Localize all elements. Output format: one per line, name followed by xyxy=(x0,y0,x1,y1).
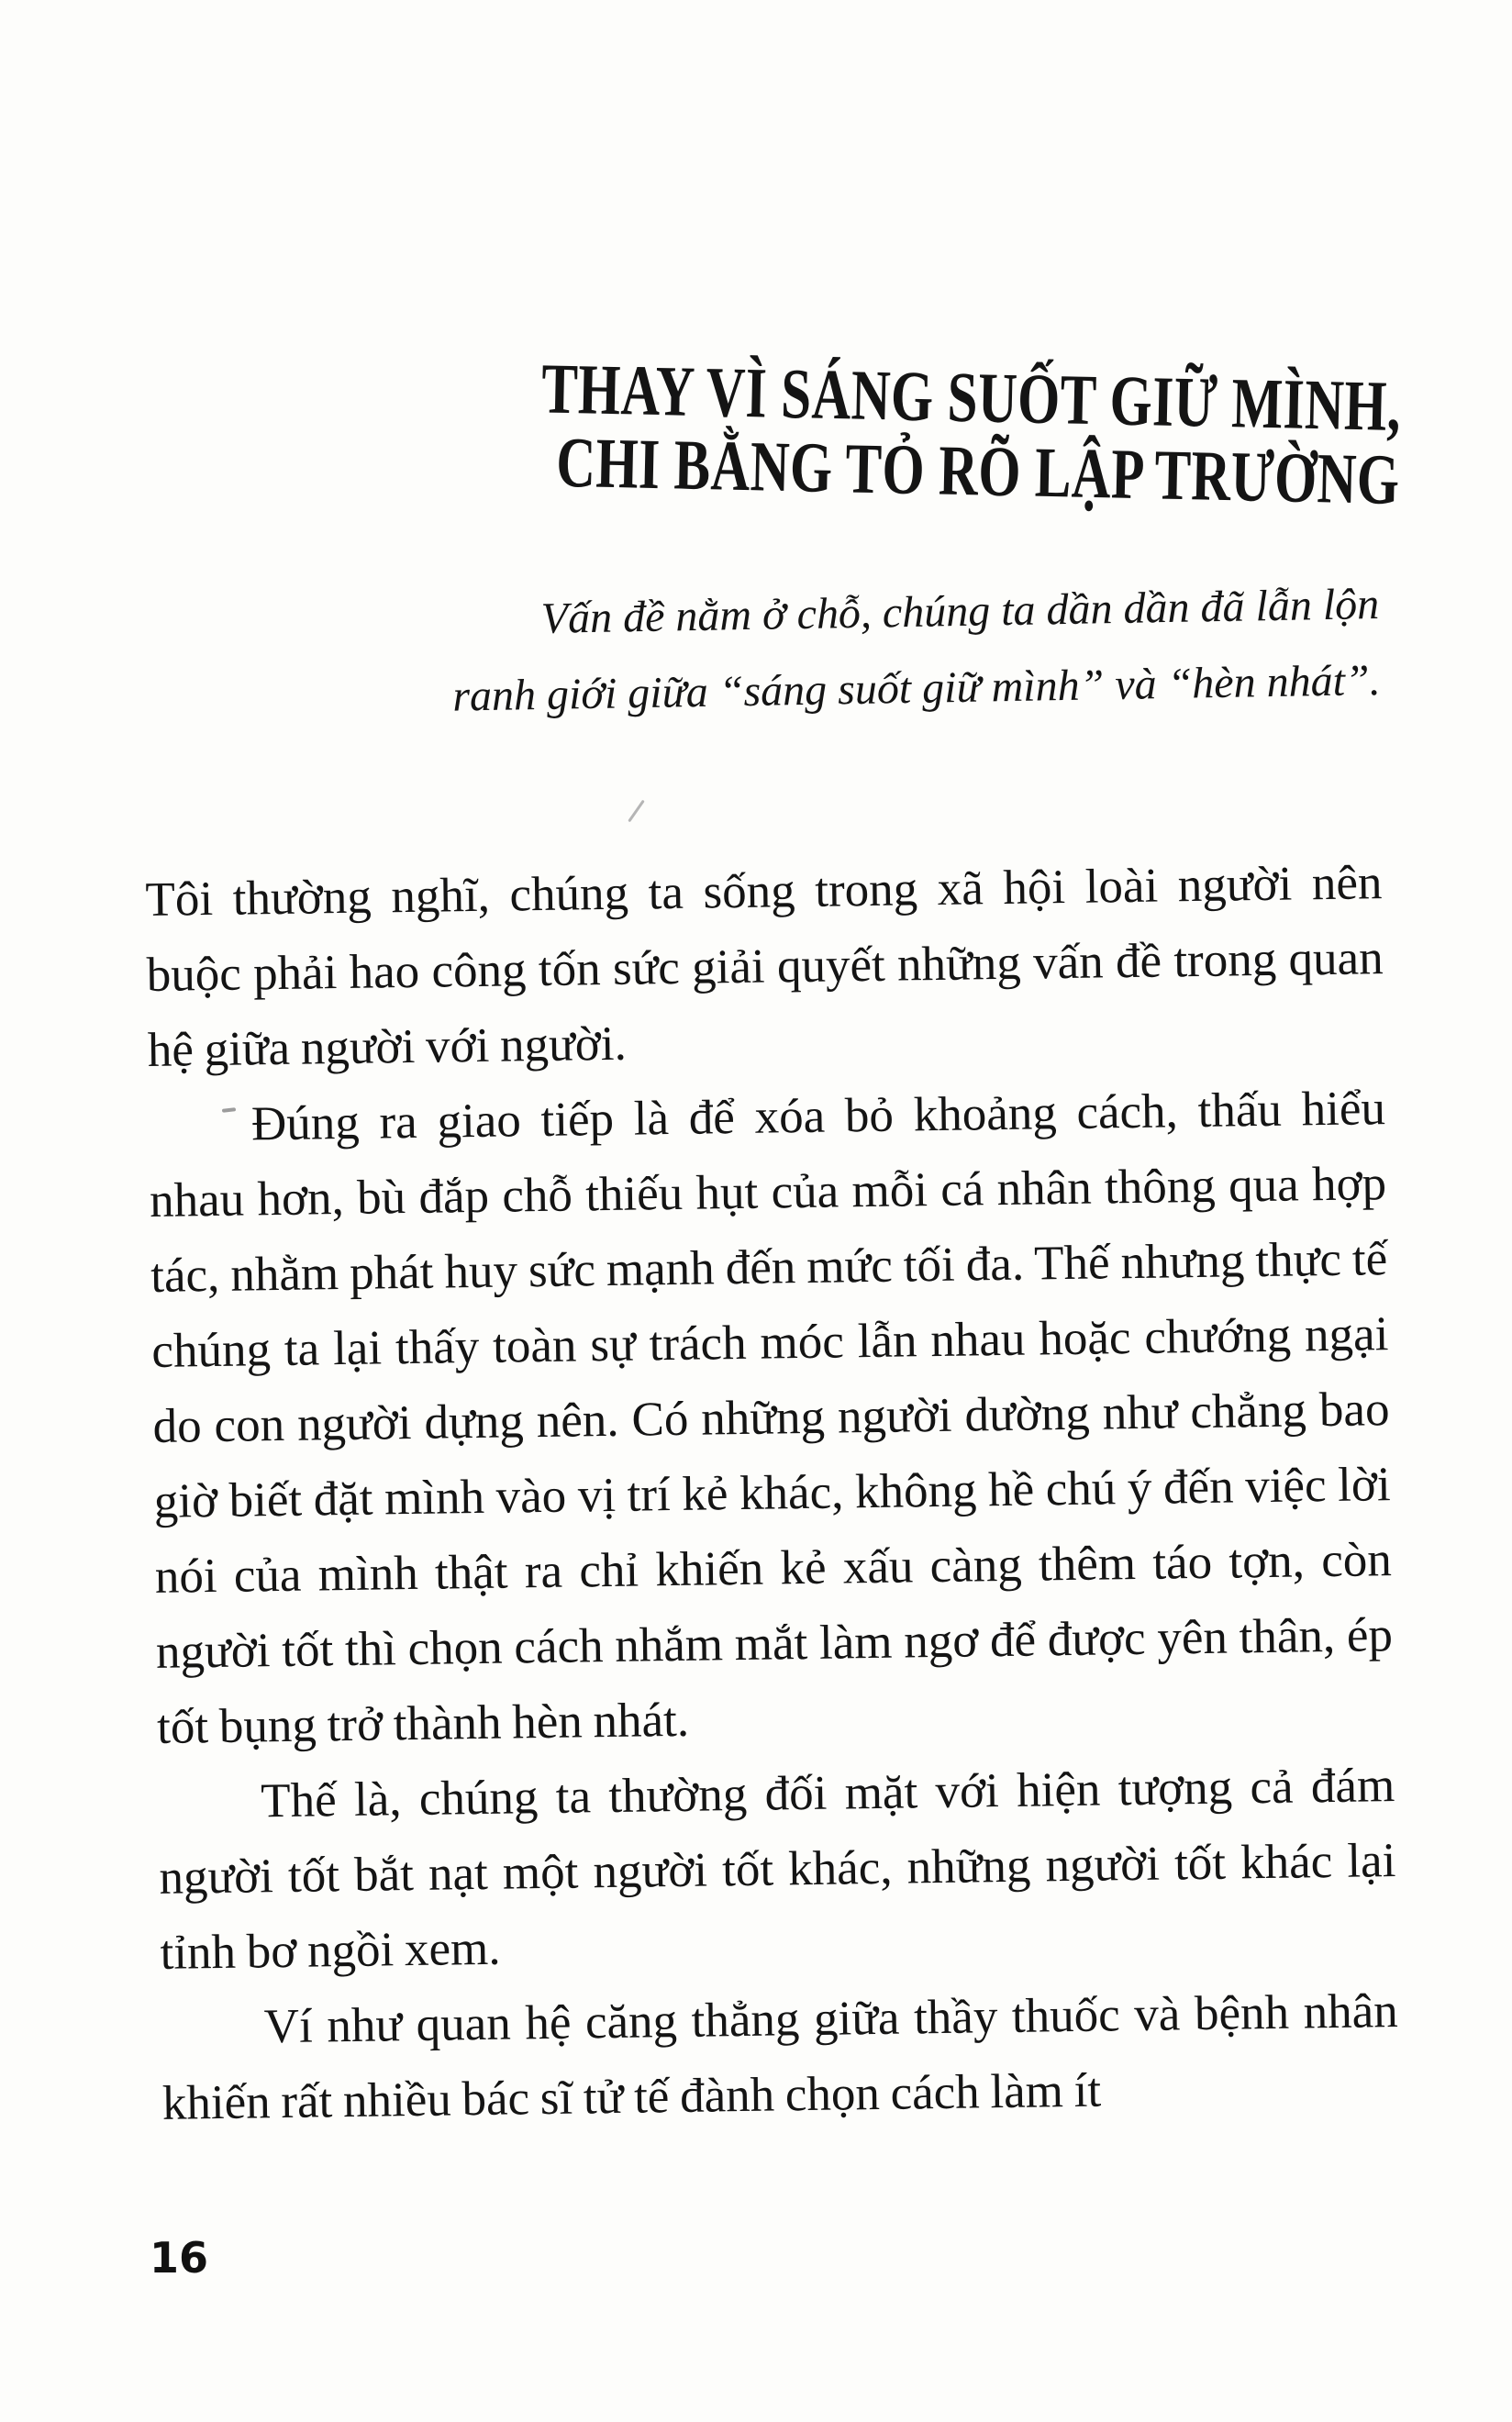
chapter-title xyxy=(268,346,1402,517)
body-paragraph-3: Thế là, chúng ta thường đối mặt với hiện tượng cả đám người tốt bắt nạt một người tốt khác, những người tốt khác lại tỉnh bơ ngồi xem. xyxy=(159,1759,1396,1980)
scan-artifact-slash xyxy=(628,800,645,823)
body-paragraph-4: Ví như quan hệ căng thẳng giữa thầy thuốc và bệnh nhân khiến rất nhiều bác sĩ tử tế đành chọn cách làm ít xyxy=(161,1984,1399,2130)
epigraph xyxy=(450,566,1381,735)
epigraph-line-1: Vấn đề nằm ở chỗ, chúng ta dần dần đã lẫn lộn xyxy=(539,579,1380,643)
page-number: 16 xyxy=(150,2233,209,2283)
body-paragraph-1: Tôi thường nghĩ, chúng ta sống trong xã hội loài người nên buộc phải hao công tốn sức giải quyết những vấn đề trong quan hệ giữa người với người. xyxy=(145,856,1384,1077)
chapter-title-line-1: THAY VÌ SÁNG SUỐT GIỮ MÌNH, xyxy=(540,348,1403,446)
chapter-title-line-2: CHI BẰNG TỎ RÕ LẬP TRƯỜNG xyxy=(555,421,1401,519)
epigraph-line-2: ranh giới giữa “sáng suốt giữ mình” và “hèn nhát”. xyxy=(451,655,1381,721)
body-paragraph-2: Đúng ra giao tiếp là để xóa bỏ khoảng cách, thấu hiểu nhau hơn, bù đắp chỗ thiếu hụt của mỗi cá nhân thông qua hợp tác, nhằm phát huy sức mạnh đến mức tối đa. Thế nhưng thực tế chúng ta lại thấy toàn sự trách móc lẫn nhau hoặc chướng ngại do con người dựng nên. Có những người dường như chẳng bao giờ biết đặt mình vào vị trí kẻ khác, không hề chú ý đến việc lời nói của mình thật ra chỉ khiến kẻ xấu càng thêm táo tợn, còn người tốt thì chọn cách nhắm mắt làm ngơ để được yên thân, ép tốt bụng trở thành hèn nhát. xyxy=(149,1082,1394,1754)
body-text xyxy=(145,845,1399,2141)
